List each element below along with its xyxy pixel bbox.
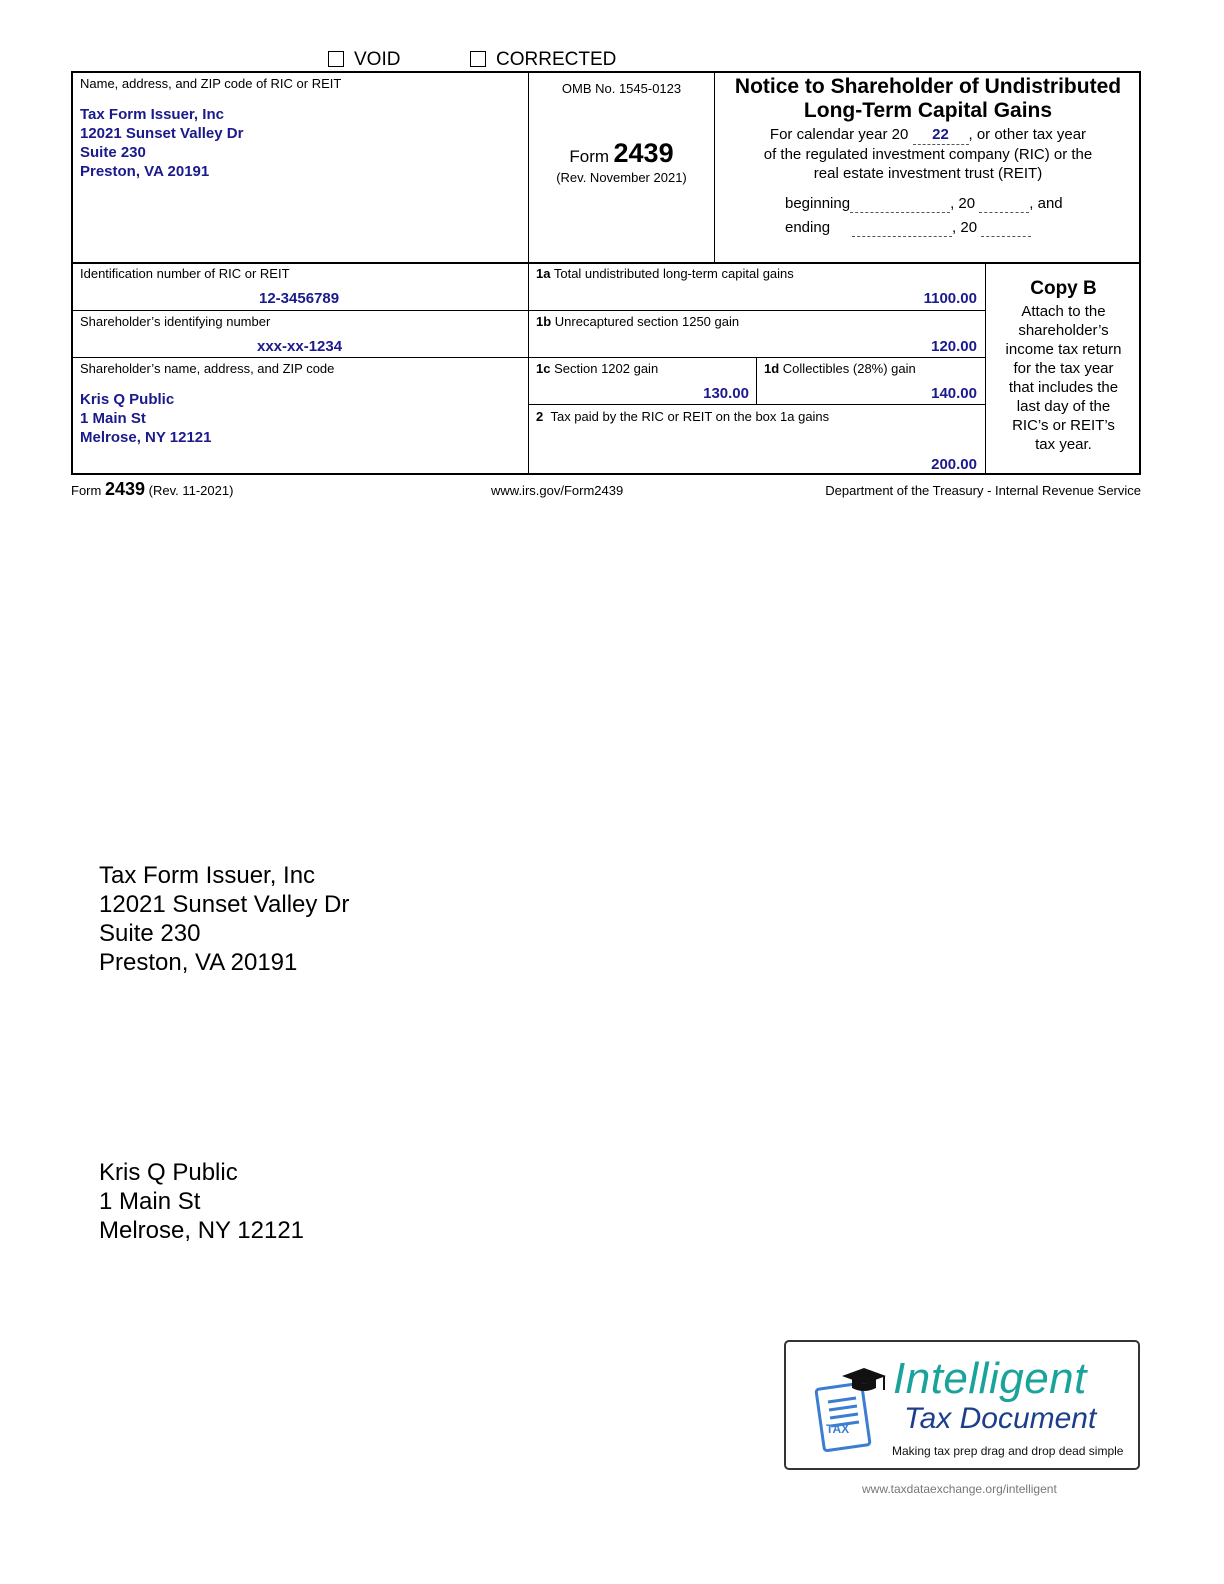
footer-revision: (Rev. 11-2021) — [148, 483, 234, 498]
logo-url[interactable]: www.taxdataexchange.org/intelligent — [862, 1482, 1057, 1496]
mailing-from-line: 12021 Sunset Valley Dr — [99, 891, 350, 918]
box-1c-num: 1c — [536, 361, 551, 376]
shareholder-address[interactable] — [80, 390, 211, 447]
beginning-year-field[interactable] — [979, 195, 1029, 213]
copy-b-line: tax year. — [1035, 436, 1092, 453]
mailing-to-line: 1 Main St — [99, 1188, 201, 1215]
beginning-label: beginning — [785, 195, 851, 212]
beginning-date-field[interactable] — [850, 195, 950, 213]
form-number: 2439 — [613, 138, 674, 168]
omb-box — [529, 73, 714, 185]
brand-intelligent: Intelligent — [893, 1354, 1087, 1403]
copy-b-line: RIC’s or REIT’s — [1012, 417, 1115, 434]
footer-form-id — [71, 479, 233, 500]
mailing-from-line: Preston, VA 20191 — [99, 949, 298, 976]
ending-date-field[interactable] — [852, 219, 952, 237]
box-1b-text: Unrecaptured section 1250 gain — [554, 314, 740, 329]
shareholder-id-label: Shareholder’s identifying number — [80, 314, 271, 329]
corrected-checkbox-box[interactable] — [470, 51, 486, 67]
box-1b-label — [536, 314, 739, 329]
ending-year-field[interactable] — [981, 219, 1031, 237]
box-1c-text: Section 1202 gain — [554, 361, 659, 376]
shareholder-label: Shareholder’s name, address, and ZIP code — [80, 361, 335, 376]
box-1a-label — [536, 266, 794, 281]
calendar-year-line — [715, 125, 1141, 145]
title-line5: real estate investment trust (REIT) — [813, 165, 1043, 182]
tax-document-icon — [814, 1364, 892, 1456]
form-title-line1: Notice to Shareholder of Undistributed — [734, 75, 1122, 98]
mailing-from-line: Tax Form Issuer, Inc — [99, 862, 316, 889]
footer-form-number: 2439 — [104, 479, 146, 499]
ric-id-value[interactable]: 12-3456789 — [259, 290, 340, 307]
form-title-line2: Long-Term Capital Gains — [803, 99, 1053, 122]
ending-20: , 20 — [952, 219, 978, 236]
ric-id-label: Identification number of RIC or REIT — [80, 266, 290, 281]
mailing-from-line: Suite 230 — [99, 920, 201, 947]
mailing-to-line: Kris Q Public — [99, 1159, 238, 1186]
box-2-label — [536, 409, 829, 424]
footer-department: Department of the Treasury - Internal Revenue Service — [825, 483, 1141, 498]
void-checkbox-box[interactable] — [328, 51, 344, 67]
issuer-address — [80, 105, 243, 181]
shareholder-id-value[interactable]: xxx-xx-1234 — [257, 338, 343, 355]
void-label: VOID — [354, 49, 401, 70]
intelligent-tax-document-logo — [784, 1340, 1140, 1470]
issuer-line: Preston, VA 20191 — [80, 163, 210, 180]
copy-b-line: that includes the — [1008, 379, 1119, 396]
box-1d-value[interactable]: 140.00 — [931, 385, 977, 402]
copy-b-line: shareholder’s — [1018, 322, 1109, 339]
brand-tax-document: Tax Document — [904, 1402, 1097, 1435]
tax-icon-label: TAX — [826, 1422, 850, 1436]
corrected-label: CORRECTED — [496, 49, 617, 70]
footer-form-word: Form — [71, 483, 102, 498]
footer-url[interactable]: www.irs.gov/Form2439 — [491, 483, 624, 498]
copy-b-instructions — [986, 302, 1141, 454]
box-2-value[interactable]: 200.00 — [931, 456, 977, 473]
form-word: Form — [569, 147, 610, 166]
void-checkbox[interactable] — [328, 49, 400, 71]
beginning-line — [785, 195, 1063, 213]
title-box — [715, 73, 1141, 183]
copy-b-line: for the tax year — [1013, 360, 1114, 377]
box-1b-value[interactable]: 120.00 — [931, 338, 977, 355]
brand-tagline: Making tax prep drag and drop dead simple — [892, 1444, 1124, 1458]
box-1c-label — [536, 361, 658, 376]
issuer-label: Name, address, and ZIP code of RIC or REIT — [80, 76, 342, 91]
issuer-line: Suite 230 — [80, 144, 146, 161]
box-1d-text: Collectibles (28%) gain — [782, 361, 916, 376]
copy-b-box — [986, 278, 1141, 454]
box-1d-num: 1d — [764, 361, 780, 376]
box-1c-value[interactable]: 130.00 — [703, 385, 749, 402]
issuer-line: 12021 Sunset Valley Dr — [80, 125, 244, 142]
box-1a-text: Total undistributed long-term capital gains — [553, 266, 794, 281]
ending-line — [785, 219, 1031, 237]
shareholder-line: 1 Main St — [80, 410, 146, 427]
box-2-num: 2 — [536, 409, 544, 424]
box-1b-num: 1b — [536, 314, 552, 329]
copy-b-line: Attach to the — [1021, 303, 1106, 320]
title-line4: of the regulated investment company (RIC) or the — [763, 146, 1093, 163]
calendar-prefix: For calendar year 20 — [769, 126, 909, 143]
box-1a-value[interactable]: 1100.00 — [923, 290, 977, 307]
box-1d-label — [764, 361, 916, 376]
beginning-20: , 20 — [950, 195, 976, 212]
omb-number: OMB No. 1545-0123 — [561, 81, 682, 96]
tax-year-field[interactable]: 22 — [913, 125, 969, 145]
form-revision: (Rev. November 2021) — [556, 170, 687, 185]
form-2439 — [71, 71, 1141, 475]
copy-b-line: last day of the — [1016, 398, 1111, 415]
mailing-from-address — [99, 861, 349, 977]
copy-b-line: income tax return — [1005, 341, 1122, 358]
shareholder-line: Melrose, NY 12121 — [80, 429, 212, 446]
mailing-to-line: Melrose, NY 12121 — [99, 1217, 305, 1244]
box-2-text: Tax paid by the RIC or REIT on the box 1a gains — [550, 409, 830, 424]
issuer-line: Tax Form Issuer, Inc — [80, 106, 224, 123]
mailing-to-address — [99, 1158, 304, 1245]
calendar-suffix: , or other tax year — [968, 126, 1087, 143]
corrected-checkbox[interactable] — [470, 49, 616, 71]
and-label: , and — [1029, 195, 1063, 212]
box-1a-num: 1a — [536, 266, 551, 281]
copy-b-title: Copy B — [1030, 278, 1097, 299]
shareholder-line: Kris Q Public — [80, 391, 175, 408]
ending-label: ending — [785, 219, 831, 236]
form-number-block — [529, 138, 714, 169]
